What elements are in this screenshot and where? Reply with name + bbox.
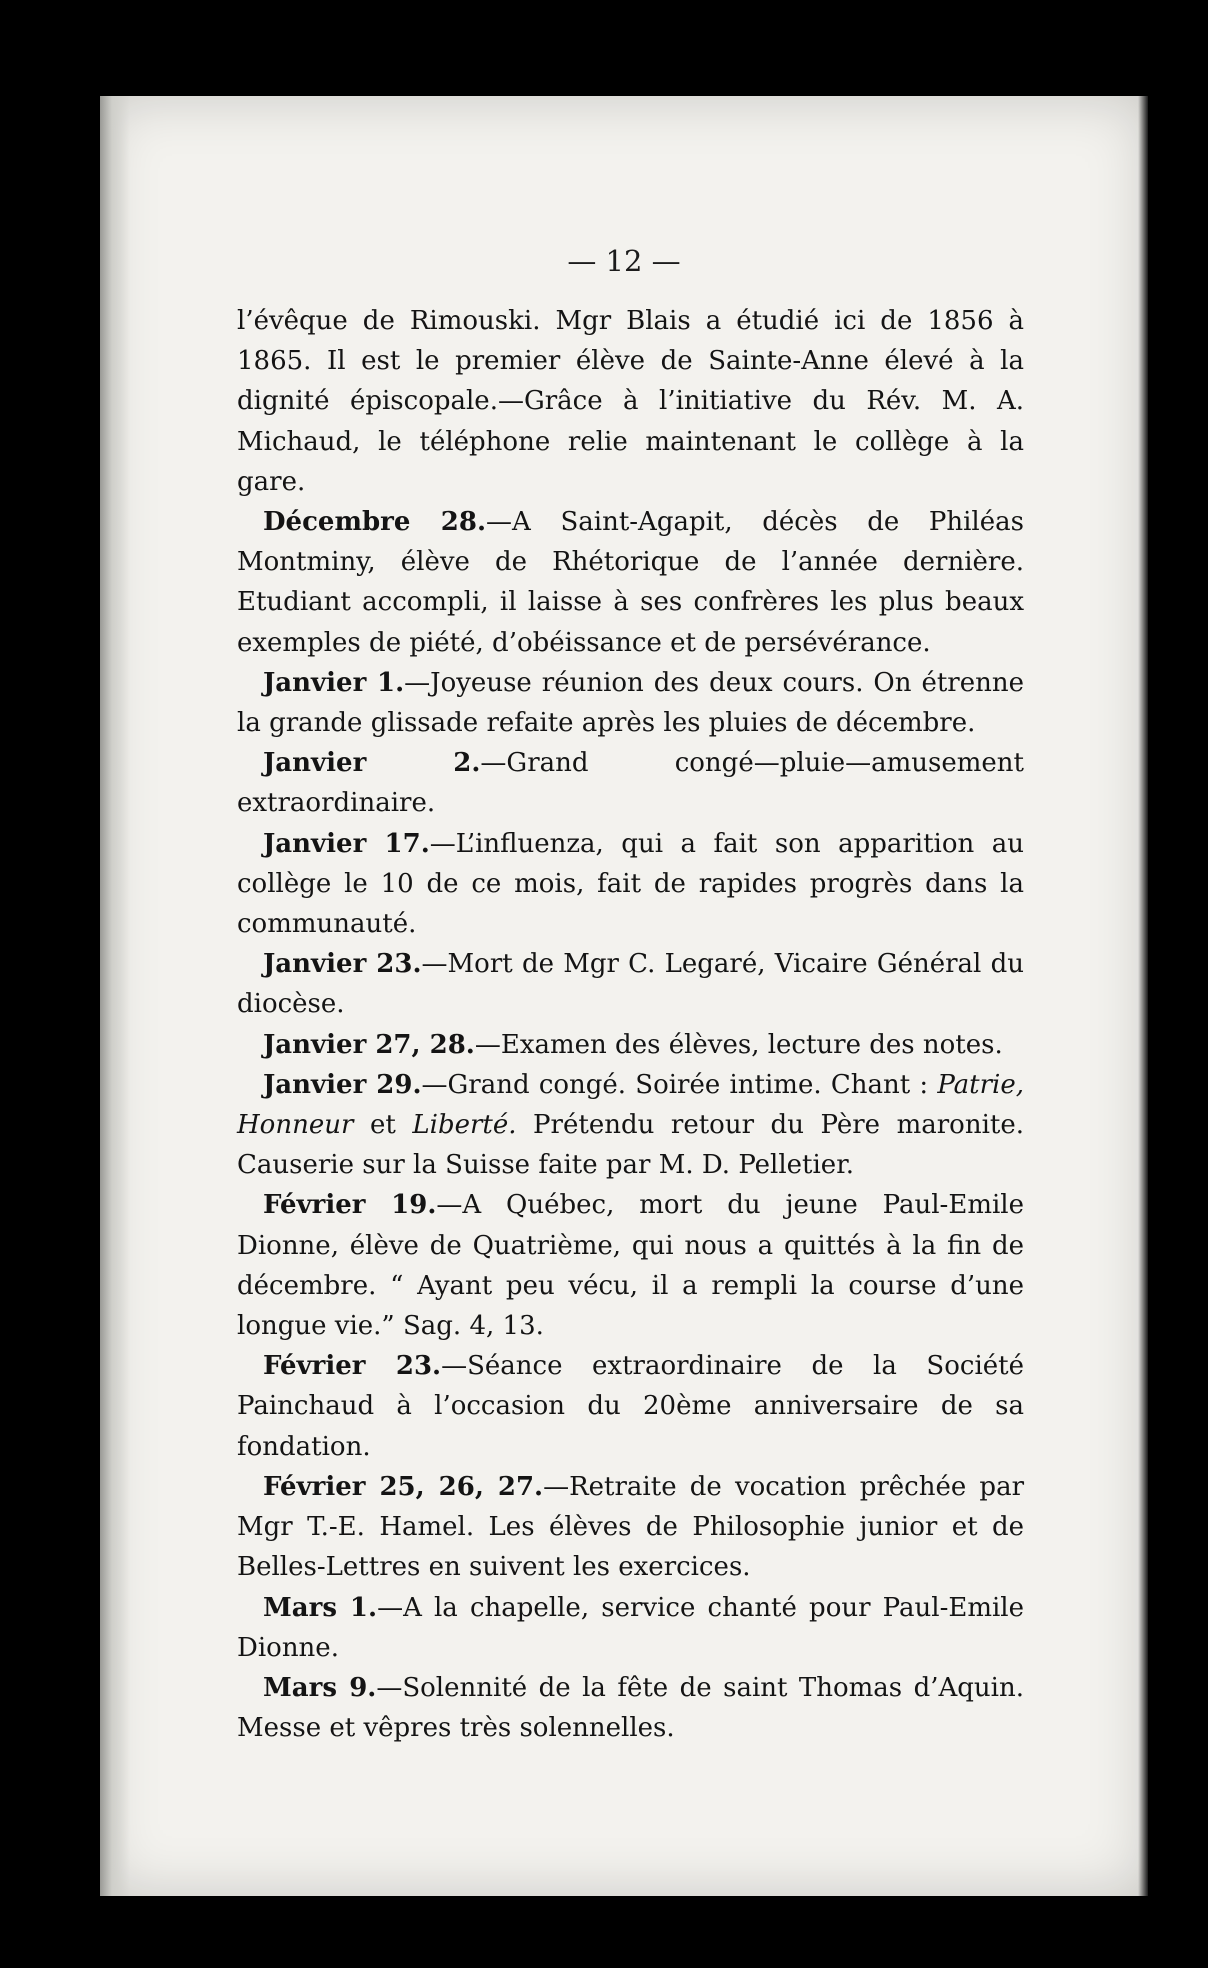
entry-text: —Grand congé. Soirée intime. Chant : [421, 1069, 938, 1100]
journal-entry [237, 1025, 1024, 1065]
entry-date: Février 23. [263, 1351, 442, 1382]
page-number: — 12 — [567, 244, 681, 278]
entry-text: Prétendu retour du Père maronite. Causerie sur la Suisse faite par M. D. Pelletier. [237, 1110, 1024, 1181]
journal-entry [237, 1065, 1024, 1186]
entry-date: Janvier 29. [263, 1069, 422, 1100]
entry-date: Janvier 17. [263, 828, 430, 859]
book-page [100, 96, 1148, 1896]
entry-date: Janvier 23. [263, 949, 422, 980]
journal-entry [237, 663, 1024, 743]
entry-date: Février 19. [263, 1190, 437, 1221]
binding-shadow [100, 96, 130, 1896]
entry-date: Février 25, 26, 27. [263, 1471, 544, 1502]
italic-title: Liberté. [412, 1110, 517, 1141]
entry-text: —Examen des élèves, lecture des notes. [474, 1029, 1003, 1060]
paragraph-text: l’évêque de Rimouski. Mgr Blais a étudié ici de 1856 à 1865. Il est le premier élève de Sainte-Anne élevé à la dignité épiscopale.—Grâce à l’initiative du Rév. M. A. Michaud, le téléphone relie maintenant le collège à la gare. [237, 306, 1024, 497]
journal-entry [237, 944, 1024, 1024]
entry-date: Janvier 27, 28. [263, 1029, 475, 1060]
entry-text: —Mort de Mgr C. Legaré, Vicaire Général du diocèse. [237, 949, 1024, 1020]
entry-text: —Séance extraordinaire de la Société Painchaud à l’occasion du 20ème anniversaire de sa fondation. [237, 1351, 1024, 1462]
journal-entry [237, 1185, 1024, 1346]
journal-entry [237, 824, 1024, 945]
entry-date: Janvier 2. [263, 748, 481, 779]
journal-entry [237, 1467, 1024, 1588]
entry-text: —L’influenza, qui a fait son apparition au collège le 10 de ce mois, fait de rapides progrès dans la communauté. [237, 828, 1024, 940]
entry-text: —A Saint-Agapit, décès de Philéas Montminy, élève de Rhétorique de l’année dernière. Etudiant accompli, il laisse à ses confrères les plus beaux exemples de piété, d’obéissance et de persévérance. [237, 507, 1024, 658]
entry-text: —Solennité de la fête de saint Thomas d’Aquin. Messe et vêpres très solennelles. [237, 1672, 1024, 1744]
entry-date: Mars 1. [263, 1592, 378, 1623]
entry-date: Janvier 1. [263, 667, 405, 698]
journal-entry [237, 1346, 1024, 1467]
entry-text: —A Québec, mort du jeune Paul-Emile Dionne, élève de Quatrième, qui nous a quittés à la fin de décembre. “ Ayant peu vécu, il a rempli la course d’une longue vie.” Sag. 4, 13. [237, 1190, 1024, 1342]
entry-text: —Retraite de vocation prêchée par Mgr T.-E. Hamel. Les élèves de Philosophie junior et de Belles-Lettres en suivent les exercices. [237, 1471, 1024, 1583]
journal-entry [237, 502, 1024, 663]
body-text [237, 301, 1024, 1748]
entry-date: Mars 9. [263, 1672, 377, 1703]
entry-text: —A la chapelle, service chanté pour Paul-Emile Dionne. [237, 1592, 1024, 1663]
italic-title: Patrie, Honneur [237, 1069, 1025, 1141]
entry-text: —Joyeuse réunion des deux cours. On étrenne la grande glissade refaite après les pluies de décembre. [237, 667, 1024, 739]
paragraph [237, 301, 1024, 502]
journal-entry [237, 743, 1024, 823]
entry-text: —Grand congé—pluie—amusement extraordinaire. [237, 748, 1024, 819]
page-edge [1138, 96, 1148, 1896]
entry-date: Décembre 28. [263, 507, 487, 538]
journal-entry [237, 1588, 1024, 1668]
journal-entry [237, 1668, 1024, 1748]
entry-text: et [353, 1110, 413, 1141]
